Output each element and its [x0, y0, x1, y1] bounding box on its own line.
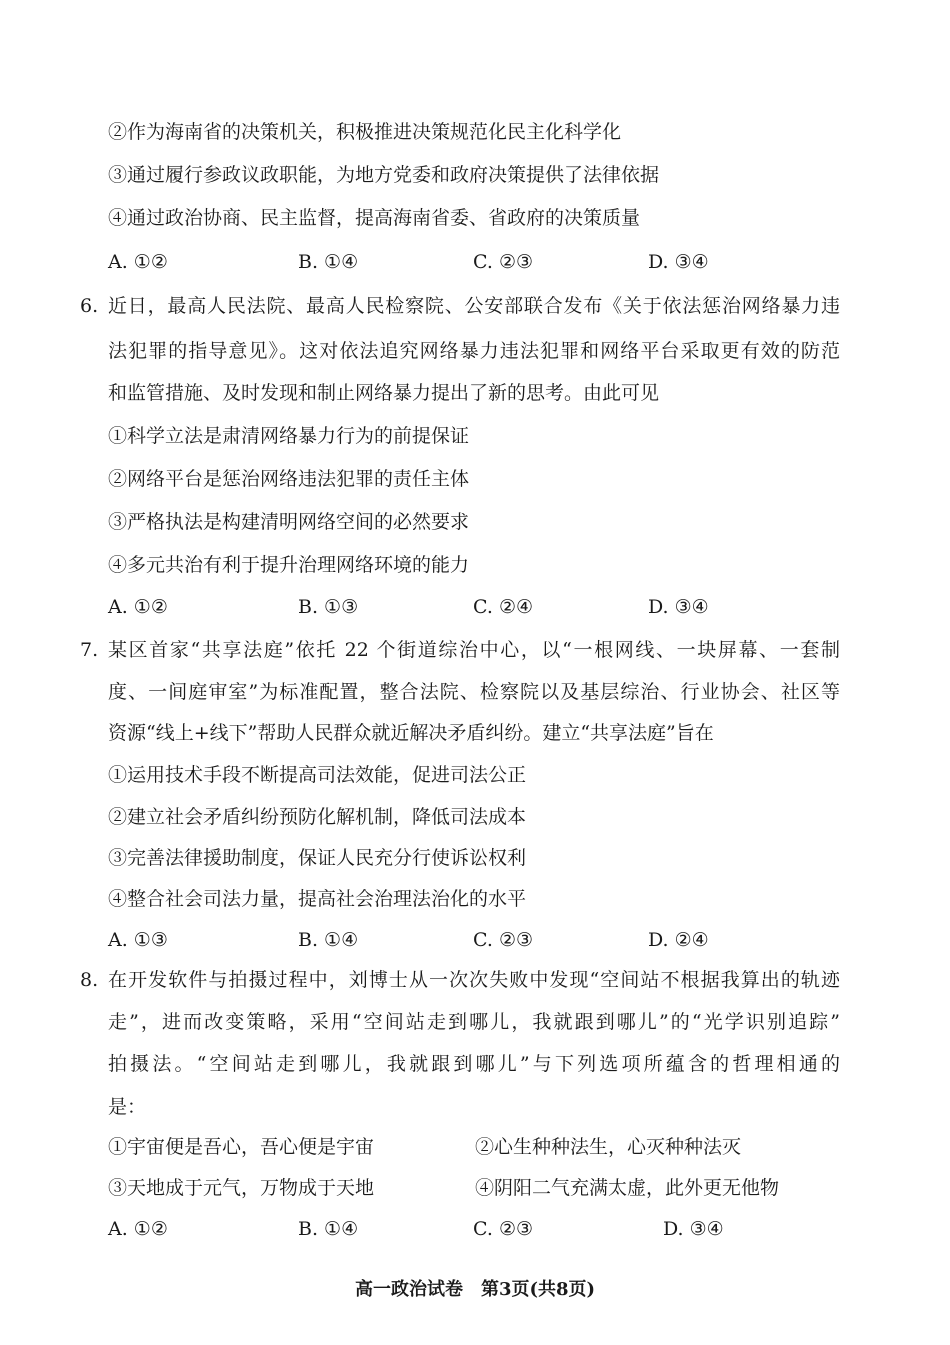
q8-option-a: A. ①② — [108, 1218, 168, 1240]
q8-option-b: B. ①④ — [298, 1218, 359, 1240]
q7-option-b: B. ①④ — [298, 929, 359, 951]
q7-stem-line-3: 资源“线上+线下”帮助人民群众就近解决矛盾纠纷。建立“共享法庭”旨在 — [108, 722, 714, 744]
q8-item-3: ③天地成于元气，万物成于天地 — [108, 1177, 375, 1199]
q5-option-a: A. ①② — [108, 251, 168, 273]
q8-item-1: ①宇宙便是吾心，吾心便是宇宙 — [108, 1136, 375, 1158]
q5-option-d: D. ③④ — [648, 251, 709, 273]
q6-option-b: B. ①③ — [298, 596, 359, 618]
q8-option-c: C. ②③ — [473, 1218, 534, 1240]
q6-item-2: ②网络平台是惩治网络违法犯罪的责任主体 — [108, 468, 470, 490]
q6-item-3: ③严格执法是构建清明网络空间的必然要求 — [108, 511, 470, 533]
q8-stem-line-2: 走”，进而改变策略，采用“空间站走到哪儿，我就跟到哪儿”的“光学识别追踪” — [108, 1011, 840, 1033]
q8-item-4: ④阴阳二气充满太虚，此外更无他物 — [475, 1177, 780, 1199]
q7-item-2: ②建立社会矛盾纠纷预防化解机制，降低司法成本 — [108, 806, 527, 828]
q7-option-a: A. ①③ — [108, 929, 168, 951]
q7-stem-line-1: 某区首家“共享法庭”依托 22 个街道综治中心，以“一根网线、一块屏幕、一套制 — [108, 639, 840, 661]
q8-option-d: D. ③④ — [663, 1218, 724, 1240]
q6-item-4: ④多元共治有利于提升治理网络环境的能力 — [108, 554, 470, 576]
q8-number: 8. — [80, 969, 99, 991]
q5-item-3: ③通过履行参政议政职能，为地方党委和政府决策提供了法律依据 — [108, 164, 660, 186]
q6-option-a: A. ①② — [108, 596, 168, 618]
q6-number: 6. — [80, 295, 99, 317]
q7-number: 7. — [80, 639, 99, 661]
q6-stem-line-1: 近日，最高人民法院、最高人民检察院、公安部联合发布《关于依法惩治网络暴力违 — [108, 295, 840, 317]
q8-stem-line-1: 在开发软件与拍摄过程中，刘博士从一次次失败中发现“空间站不根据我算出的轨迹 — [108, 969, 840, 991]
q6-item-1: ①科学立法是肃清网络暴力行为的前提保证 — [108, 425, 470, 447]
q7-item-3: ③完善法律援助制度，保证人民充分行使诉讼权利 — [108, 847, 527, 869]
q5-option-b: B. ①④ — [298, 251, 359, 273]
q5-item-2: ②作为海南省的决策机关，积极推进决策规范化民主化科学化 — [108, 121, 622, 143]
page-footer: 高一政治试卷 第3页(共8页) — [354, 1279, 596, 1300]
q6-stem-line-3: 和监管措施、及时发现和制止网络暴力提出了新的思考。由此可见 — [108, 382, 660, 404]
q7-item-4: ④整合社会司法力量，提高社会治理法治化的水平 — [108, 888, 527, 910]
q7-option-c: C. ②③ — [473, 929, 534, 951]
q6-stem-line-2: 法犯罪的指导意见》。这对依法追究网络暴力违法犯罪和网络平台采取更有效的防范 — [108, 340, 840, 362]
q8-stem-line-3: 拍摄法。“空间站走到哪儿，我就跟到哪儿”与下列选项所蕴含的哲理相通的 — [108, 1053, 840, 1075]
q8-item-2: ②心生种种法生，心灭种种法灭 — [475, 1136, 742, 1158]
q7-option-d: D. ②④ — [648, 929, 709, 951]
q5-option-c: C. ②③ — [473, 251, 534, 273]
q5-item-4: ④通过政治协商、民主监督，提高海南省委、省政府的决策质量 — [108, 207, 641, 229]
q6-option-c: C. ②④ — [473, 596, 534, 618]
q7-stem-line-2: 度、一间庭审室”为标准配置，整合法院、检察院以及基层综治、行业协会、社区等 — [108, 681, 840, 703]
q7-item-1: ①运用技术手段不断提高司法效能，促进司法公正 — [108, 764, 527, 786]
q8-stem-line-4: 是： — [108, 1096, 147, 1118]
q6-option-d: D. ③④ — [648, 596, 709, 618]
